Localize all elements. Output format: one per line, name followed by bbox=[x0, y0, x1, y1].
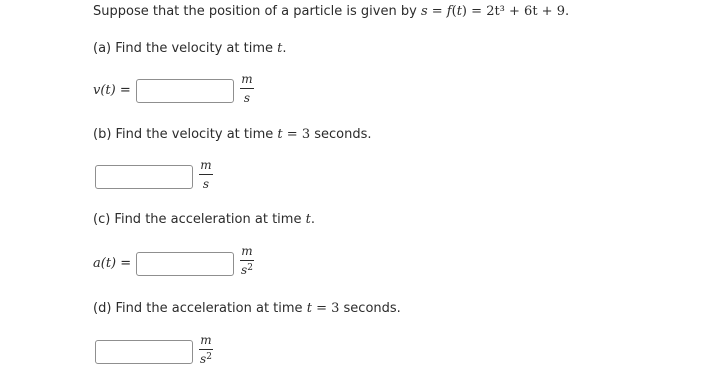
part-b-time-variable: t bbox=[277, 127, 283, 142]
part-a-prompt-text: (a) Find the velocity at time bbox=[93, 41, 273, 56]
part-d-equals: = bbox=[316, 301, 327, 316]
part-d-time-value: 3 bbox=[331, 301, 340, 316]
part-a-period: . bbox=[282, 41, 287, 56]
acceleration-function-label: a(t) bbox=[93, 256, 117, 271]
fraction-bar bbox=[240, 260, 254, 261]
unit-denominator: s bbox=[243, 91, 251, 105]
part-a-equals: = bbox=[119, 83, 131, 98]
part-a-time-variable: t bbox=[277, 41, 283, 56]
part-c-label bbox=[93, 256, 131, 272]
unit-numerator: m bbox=[200, 158, 212, 172]
part-c-period: . bbox=[310, 212, 315, 227]
part-d-suffix: seconds. bbox=[343, 301, 401, 316]
unit-numerator: m bbox=[241, 72, 253, 86]
part-b-prompt-text: (b) Find the velocity at time bbox=[93, 127, 274, 142]
unit-denominator-exponent: 2 bbox=[247, 263, 253, 273]
unit-numerator: m bbox=[200, 333, 212, 347]
part-b-unit bbox=[195, 159, 217, 190]
part-b-prompt bbox=[93, 127, 372, 143]
acceleration-function-input[interactable] bbox=[136, 252, 234, 276]
unit-denominator-exponent: 2 bbox=[206, 352, 212, 362]
fraction-bar bbox=[199, 349, 213, 350]
unit-numerator: m bbox=[241, 244, 253, 258]
part-b-time-value: 3 bbox=[301, 127, 311, 142]
part-d-prompt bbox=[93, 301, 401, 317]
function-name: f bbox=[446, 4, 452, 19]
part-a-unit bbox=[236, 73, 258, 104]
problem-statement bbox=[93, 4, 569, 20]
part-a-prompt bbox=[93, 41, 287, 57]
open-paren: ( bbox=[451, 4, 457, 19]
velocity-at-3-input[interactable] bbox=[95, 165, 193, 189]
time-variable: t bbox=[456, 4, 462, 19]
part-d-time-variable: t bbox=[306, 301, 312, 316]
position-function-expression: 2t³ + 6t + 9. bbox=[486, 4, 570, 19]
velocity-function-input[interactable] bbox=[136, 79, 234, 103]
unit-denominator: s bbox=[202, 177, 210, 191]
part-c-equals: = bbox=[120, 256, 132, 271]
part-c-unit bbox=[236, 245, 258, 276]
fraction-bar bbox=[240, 88, 254, 89]
velocity-function-label: v(t) bbox=[93, 83, 116, 98]
unit-denominator-base: s bbox=[200, 352, 207, 366]
acceleration-at-3-input[interactable] bbox=[95, 340, 193, 364]
unit-denominator bbox=[236, 264, 258, 276]
part-c-time-variable: t bbox=[305, 212, 311, 227]
part-c-prompt bbox=[93, 212, 315, 228]
unit-denominator bbox=[195, 353, 217, 365]
equals-sign: = bbox=[431, 4, 443, 19]
part-d-unit bbox=[195, 334, 217, 365]
part-a-label bbox=[93, 83, 131, 99]
part-d-prompt-text: (d) Find the acceleration at time bbox=[93, 301, 303, 316]
equals-sign: = bbox=[471, 4, 483, 19]
position-variable: s bbox=[420, 4, 428, 19]
part-b-equals: = bbox=[286, 127, 298, 142]
fraction-bar bbox=[199, 174, 213, 175]
close-paren: ) bbox=[461, 4, 467, 19]
part-c-prompt-text: (c) Find the acceleration at time bbox=[93, 212, 302, 227]
unit-denominator-base: s bbox=[241, 263, 248, 277]
part-b-suffix: seconds. bbox=[314, 127, 372, 142]
problem-statement-prefix: Suppose that the position of a particle is given by bbox=[93, 4, 417, 19]
